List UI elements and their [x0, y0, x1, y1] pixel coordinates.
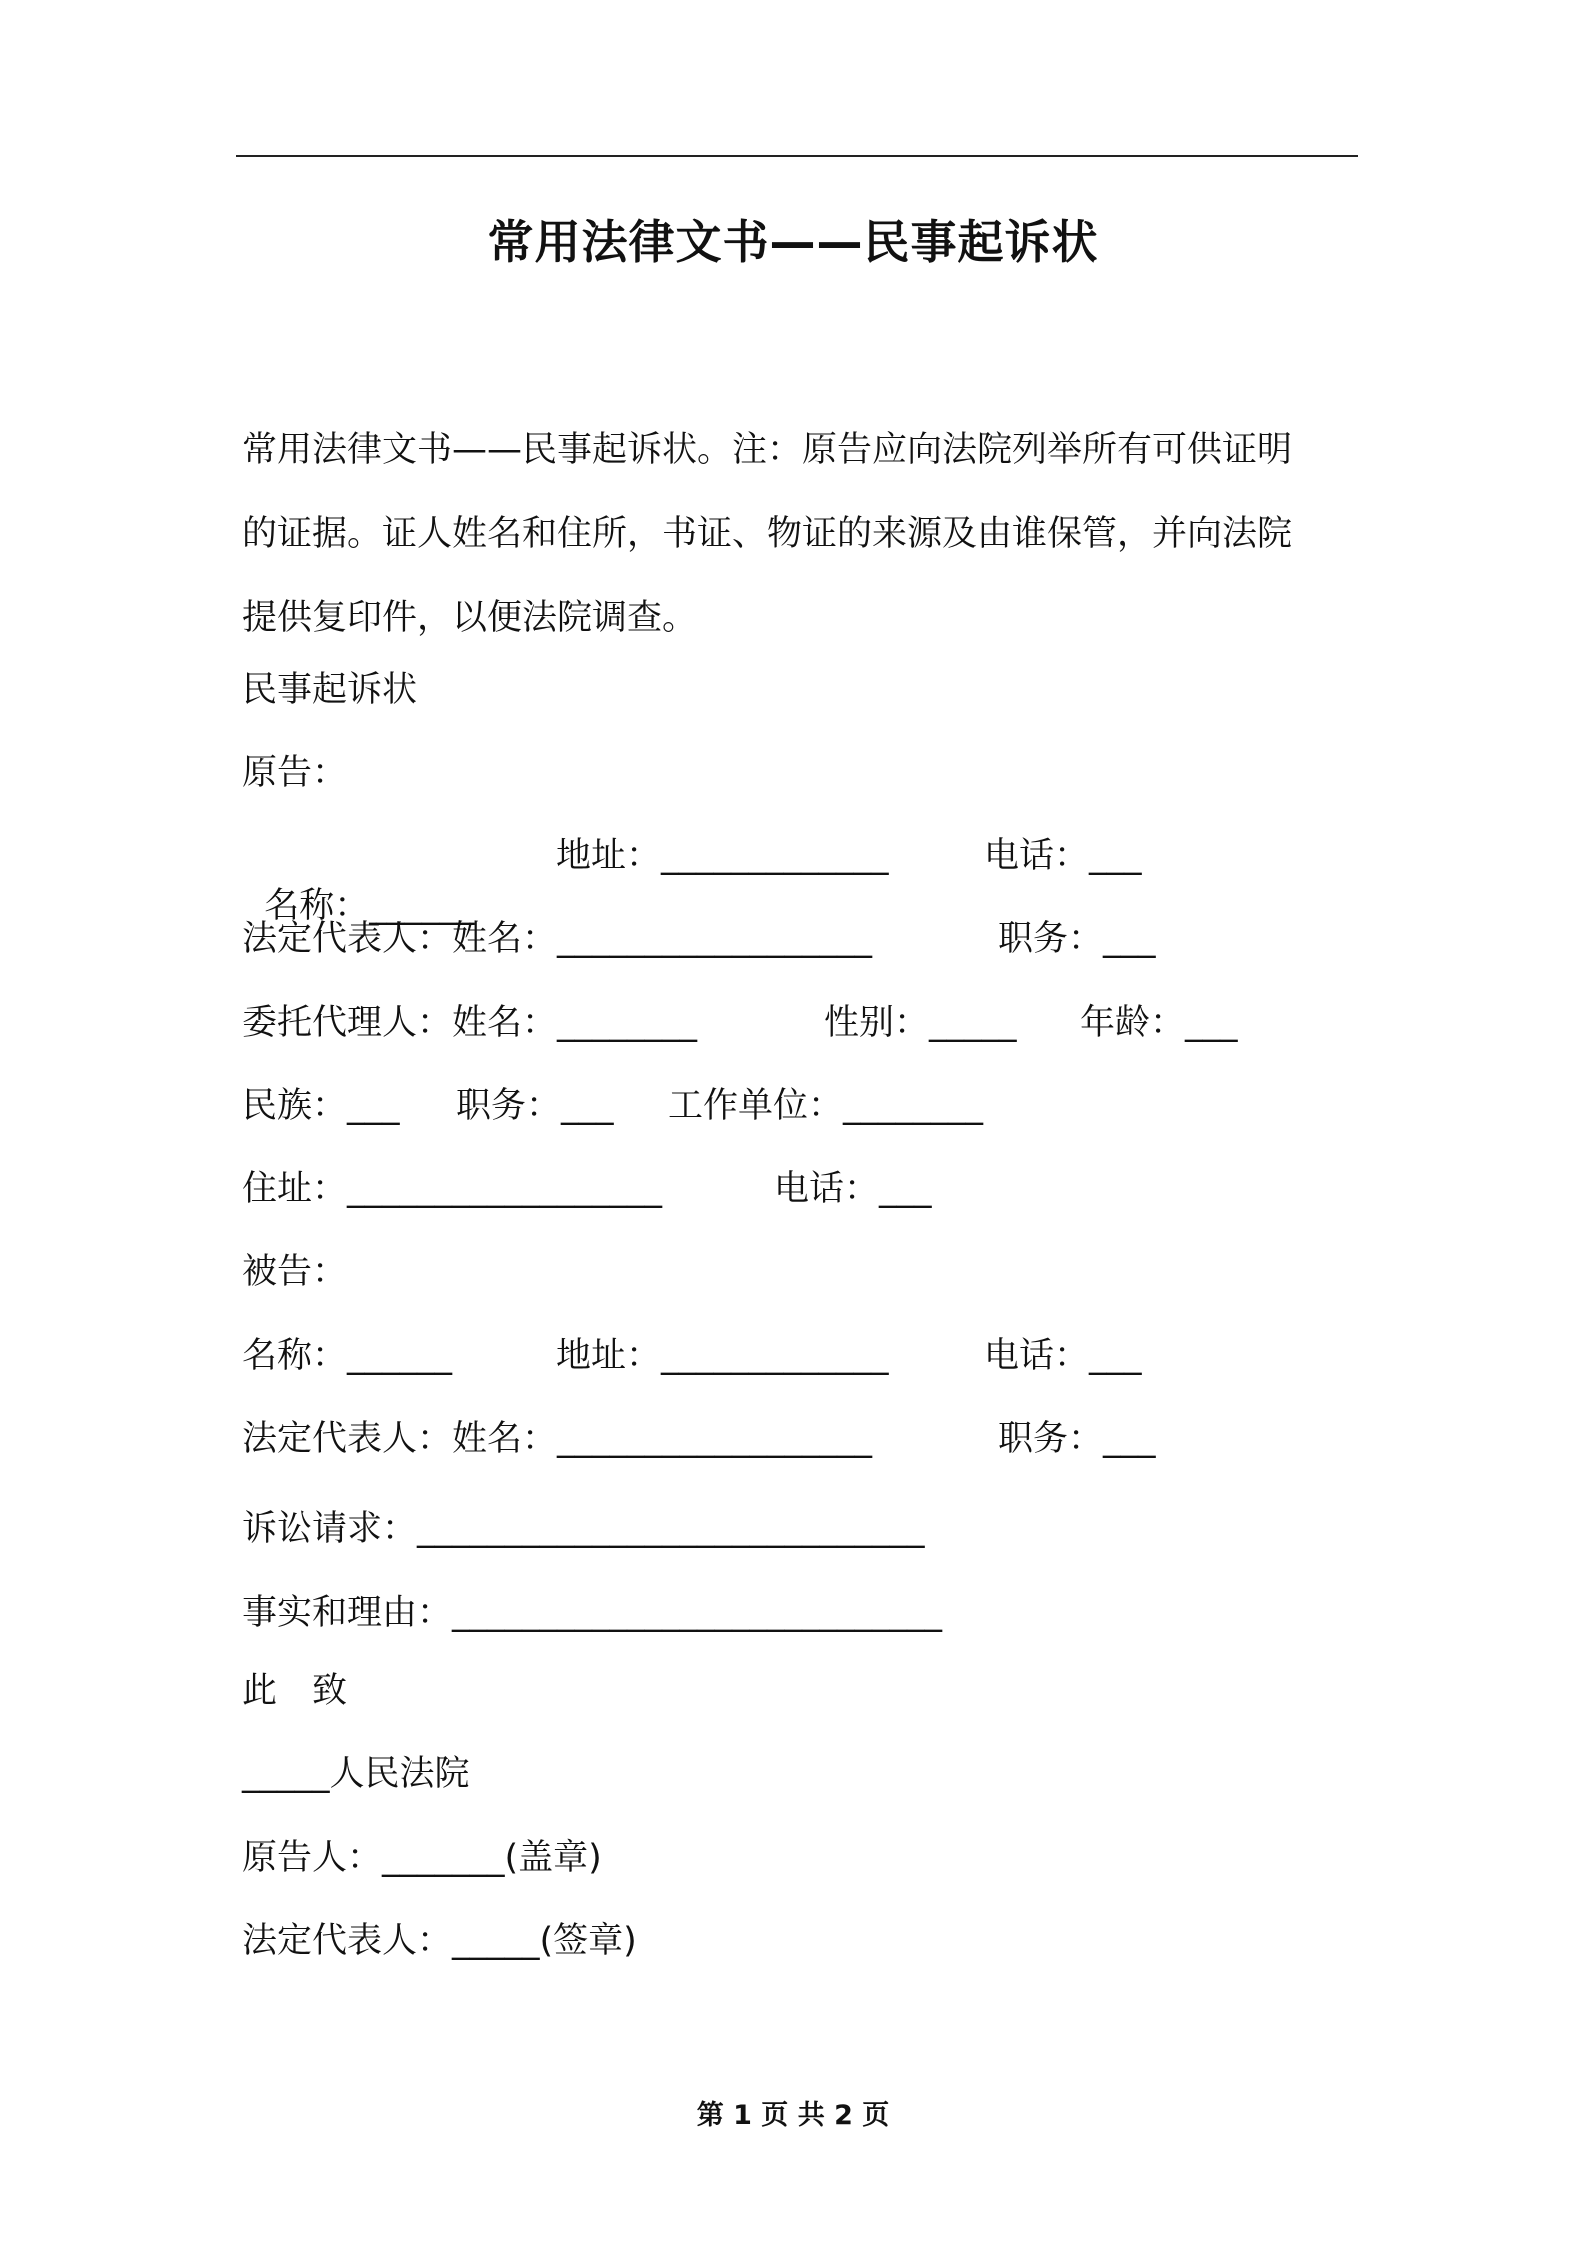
plaintiff-name-field: 名称：______ — [264, 886, 475, 926]
intro-line: 常用法律文书——民事起诉状。注：原告应向法院列举所有可供证明 — [242, 430, 1293, 470]
intro-line: 提供复印件，以便法院调查。 — [242, 598, 698, 638]
plaintiff-legal-rep-field: 法定代表人：姓名：__________________ — [242, 919, 873, 959]
plaintiff-phone-field: 电话：___ — [984, 836, 1142, 876]
plaintiff-legal-rep-title-field: 职务：___ — [998, 919, 1156, 959]
claims-field: 诉讼请求：_____________________________ — [242, 1509, 925, 1549]
defendant-name-field: 名称：______ — [242, 1336, 453, 1376]
legal-rep-signature-field: 法定代表人：_____(签章) — [242, 1921, 637, 1961]
intro-line: 的证据。证人姓名和住所，书证、物证的来源及由谁保管，并向法院 — [242, 514, 1293, 554]
page-number: 第 1 页 共 2 页 — [696, 2100, 890, 2131]
plaintiff-label: 原告： — [242, 753, 348, 793]
defendant-legal-rep-field: 法定代表人：姓名：__________________ — [242, 1419, 873, 1459]
agent-address-field: 住址：__________________ — [242, 1169, 663, 1209]
plaintiff-address-field: 地址：_____________ — [556, 836, 889, 876]
salutation: 此 致 — [242, 1671, 348, 1711]
header-rule — [236, 155, 1358, 157]
defendant-address-field: 地址：_____________ — [556, 1336, 889, 1376]
agent-name-field: 委托代理人：姓名：________ — [242, 1003, 698, 1043]
agent-title-field: 职务：___ — [456, 1086, 614, 1126]
intro-paragraph — [242, 408, 1362, 660]
defendant-legal-rep-title-field: 职务：___ — [998, 1419, 1156, 1459]
court-field: _____人民法院 — [242, 1754, 470, 1794]
section-heading: 民事起诉状 — [242, 670, 418, 710]
agent-gender-field: 性别：_____ — [824, 1003, 1017, 1043]
defendant-label: 被告： — [242, 1252, 348, 1292]
facts-field: 事实和理由：____________________________ — [242, 1593, 943, 1633]
document-title: 常用法律文书——民事起诉状 — [487, 215, 1099, 269]
plaintiff-signature-field: 原告人：_______(盖章) — [242, 1838, 602, 1878]
defendant-phone-field: 电话：___ — [984, 1336, 1142, 1376]
agent-employer-field: 工作单位：________ — [668, 1086, 984, 1126]
agent-ethnicity-field: 民族：___ — [242, 1086, 400, 1126]
agent-phone-field: 电话：___ — [774, 1169, 932, 1209]
agent-age-field: 年龄：___ — [1080, 1003, 1238, 1043]
